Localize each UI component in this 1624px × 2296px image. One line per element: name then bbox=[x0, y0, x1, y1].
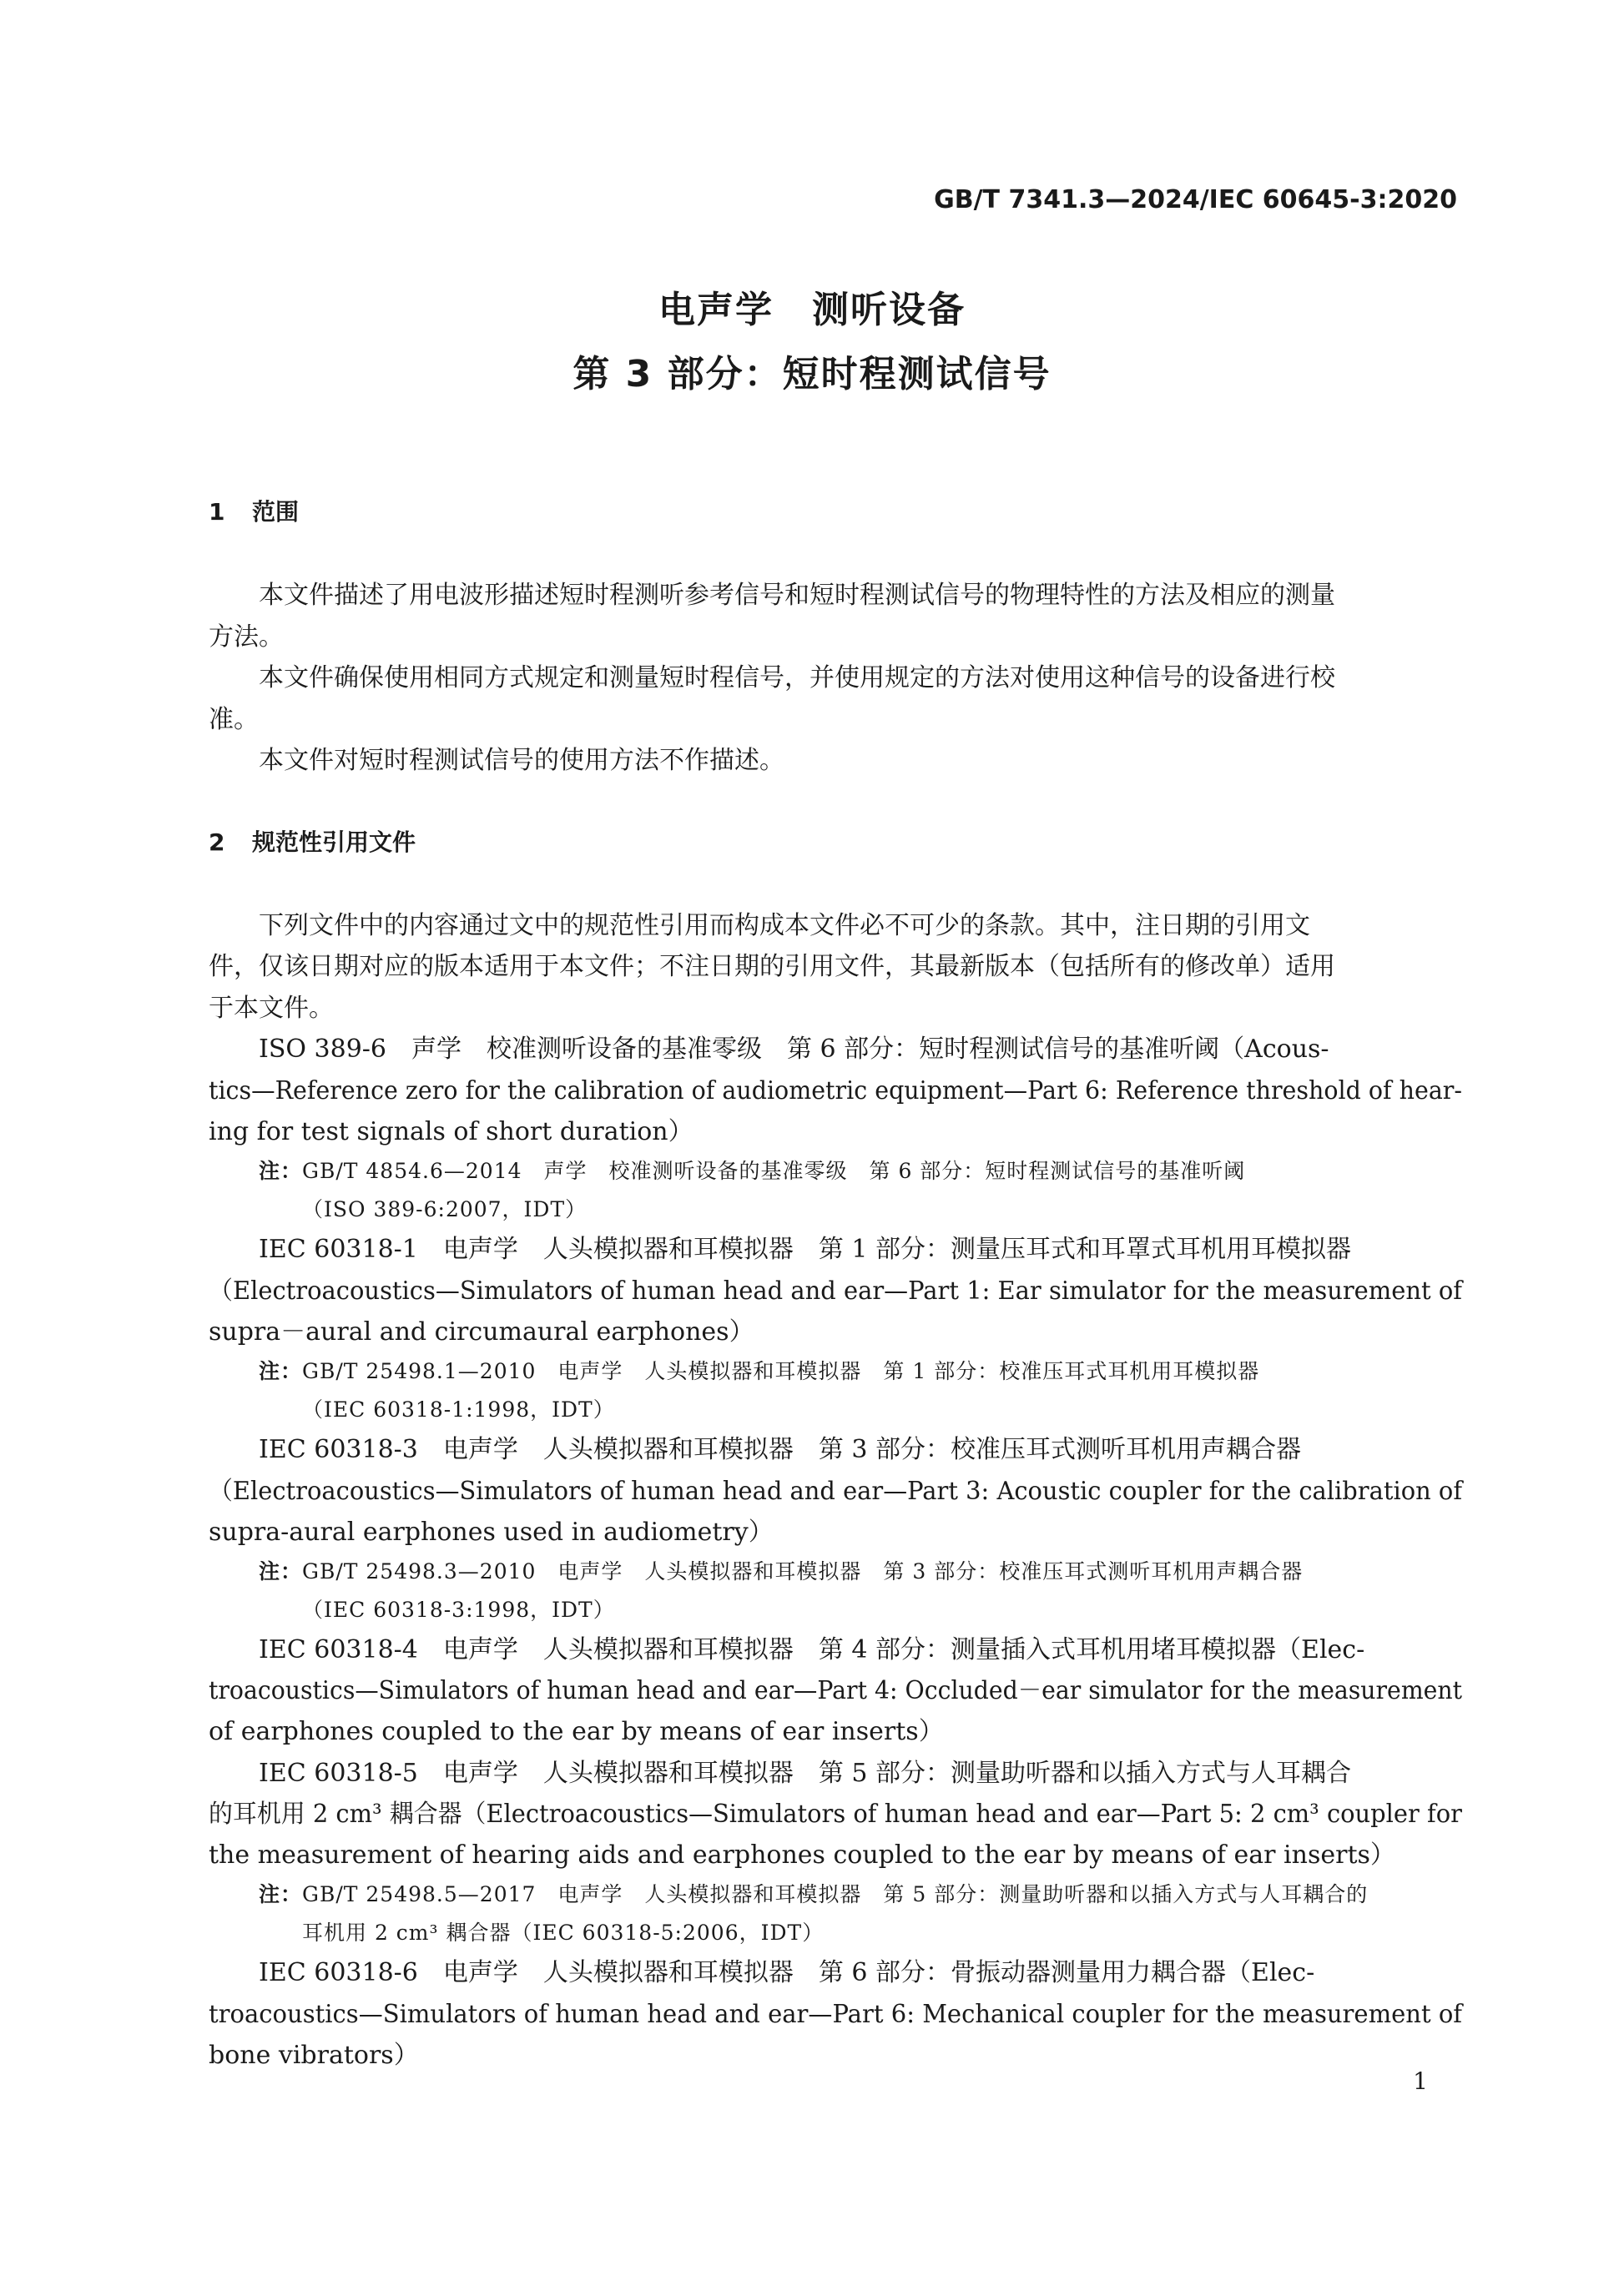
reference-line: IEC 60318-4 电声学 人头模拟器和耳模拟器 第 4 部分：测量插入式耳机用堵耳模拟器（Elec- bbox=[259, 1635, 1365, 1664]
note-label: 注： bbox=[259, 1882, 303, 1906]
standard-number: GB/T 7341.3—2024/IEC 60645-3:2020 bbox=[934, 185, 1457, 214]
section-number: 1 bbox=[209, 498, 225, 526]
reference-line: supra-aural earphones used in audiometry） bbox=[209, 1518, 774, 1547]
paragraph-line: 本文件对短时程测试信号的使用方法不作描述。 bbox=[259, 746, 784, 775]
section-number: 2 bbox=[209, 828, 225, 856]
section-title: 范围 bbox=[252, 498, 300, 526]
reference-note: 注：GB/T 25498.3—2010 电声学 人头模拟器和耳模拟器 第 3 部分：校准压耳式测听耳机用声耦合器 bbox=[259, 1559, 1304, 1584]
document-title-line-1: 电声学 测听设备 bbox=[658, 289, 966, 331]
paragraph-line: 件，仅该日期对应的版本适用于本文件；不注日期的引用文件，其最新版本（包括所有的修改单）适用 bbox=[209, 952, 1335, 981]
reference-line: （Electroacoustics—Simulators of human head and ear—Part 3: Acoustic coupler for the calibration of bbox=[209, 1477, 1463, 1506]
paragraph-line: 下列文件中的内容通过文中的规范性引用而构成本文件必不可少的条款。其中，注日期的引用文 bbox=[259, 911, 1310, 940]
reference-line: （Electroacoustics—Simulators of human head and ear—Part 1: Ear simulator for the measurement of bbox=[209, 1276, 1462, 1306]
note-label: 注： bbox=[259, 1359, 303, 1383]
reference-line: bone vibrators） bbox=[209, 2041, 419, 2070]
reference-line: IEC 60318-3 电声学 人头模拟器和耳模拟器 第 3 部分：校准压耳式测听耳机用声耦合器 bbox=[259, 1435, 1302, 1464]
paragraph-line: 本文件确保使用相同方式规定和测量短时程信号，并使用规定的方法对使用这种信号的设备进行校 bbox=[259, 663, 1335, 692]
paragraph-line: 于本文件。 bbox=[209, 994, 334, 1023]
reference-note-line: 耳机用 2 cm³ 耦合器（IEC 60318-5:2006，IDT） bbox=[302, 1921, 825, 1945]
reference-note: 注：GB/T 25498.5—2017 电声学 人头模拟器和耳模拟器 第 5 部分：测量助听器和以插入方式与人耳耦合的 bbox=[259, 1882, 1369, 1906]
section-1-heading bbox=[209, 494, 299, 527]
reference-line: IEC 60318-5 电声学 人头模拟器和耳模拟器 第 5 部分：测量助听器和以插入方式与人耳耦合 bbox=[259, 1759, 1352, 1788]
section-title: 规范性引用文件 bbox=[252, 828, 416, 856]
reference-line: supra－aural and circumaural earphones） bbox=[209, 1317, 754, 1347]
paragraph-line: 方法。 bbox=[209, 622, 284, 652]
reference-note: 注：GB/T 25498.1—2010 电声学 人头模拟器和耳模拟器 第 1 部分：校准压耳式耳机用耳模拟器 bbox=[259, 1359, 1260, 1383]
reference-line: 的耳机用 2 cm³ 耦合器（Electroacoustics—Simulators of human head and ear—Part 5: 2 cm³ coupler for bbox=[209, 1800, 1462, 1829]
reference-line: tics—Reference zero for the calibration of audiometric equipment—Part 6: Reference threshold of hear- bbox=[209, 1076, 1463, 1105]
reference-line: troacoustics—Simulators of human head and ear—Part 4: Occluded－ear simulator for the measurement bbox=[209, 1676, 1463, 1705]
reference-line: troacoustics—Simulators of human head and ear—Part 6: Mechanical coupler for the measurement of bbox=[209, 2000, 1463, 2029]
document-title-line-2: 第 3 部分：短时程测试信号 bbox=[572, 353, 1052, 395]
note-label: 注： bbox=[259, 1159, 303, 1183]
reference-note-line: （IEC 60318-3:1998，IDT） bbox=[302, 1598, 615, 1622]
reference-line: IEC 60318-1 电声学 人头模拟器和耳模拟器 第 1 部分：测量压耳式和耳罩式耳机用耳模拟器 bbox=[259, 1235, 1352, 1264]
reference-line: ing for test signals of short duration） bbox=[209, 1117, 693, 1146]
reference-line: IEC 60318-6 电声学 人头模拟器和耳模拟器 第 6 部分：骨振动器测量用力耦合器（Elec- bbox=[259, 1958, 1315, 1987]
reference-line: the measurement of hearing aids and earphones coupled to the ear by means of ear inserts） bbox=[209, 1840, 1395, 1870]
page-number: 1 bbox=[1413, 2067, 1428, 2095]
section-2-heading bbox=[209, 824, 416, 858]
reference-note-line: （ISO 389-6:2007，IDT） bbox=[302, 1197, 588, 1221]
reference-line: ISO 389-6 声学 校准测听设备的基准零级 第 6 部分：短时程测试信号的基准听阈（Acous- bbox=[259, 1035, 1329, 1064]
paragraph-line: 本文件描述了用电波形描述短时程测听参考信号和短时程测试信号的物理特性的方法及相应的测量 bbox=[259, 581, 1335, 610]
reference-note-line: （IEC 60318-1:1998，IDT） bbox=[302, 1397, 615, 1422]
reference-line: of earphones coupled to the ear by means of ear inserts） bbox=[209, 1717, 944, 1746]
note-label: 注： bbox=[259, 1559, 303, 1584]
reference-note: 注：GB/T 4854.6—2014 声学 校准测听设备的基准零级 第 6 部分：短时程测试信号的基准听阈 bbox=[259, 1159, 1246, 1183]
paragraph-line: 准。 bbox=[209, 705, 259, 734]
